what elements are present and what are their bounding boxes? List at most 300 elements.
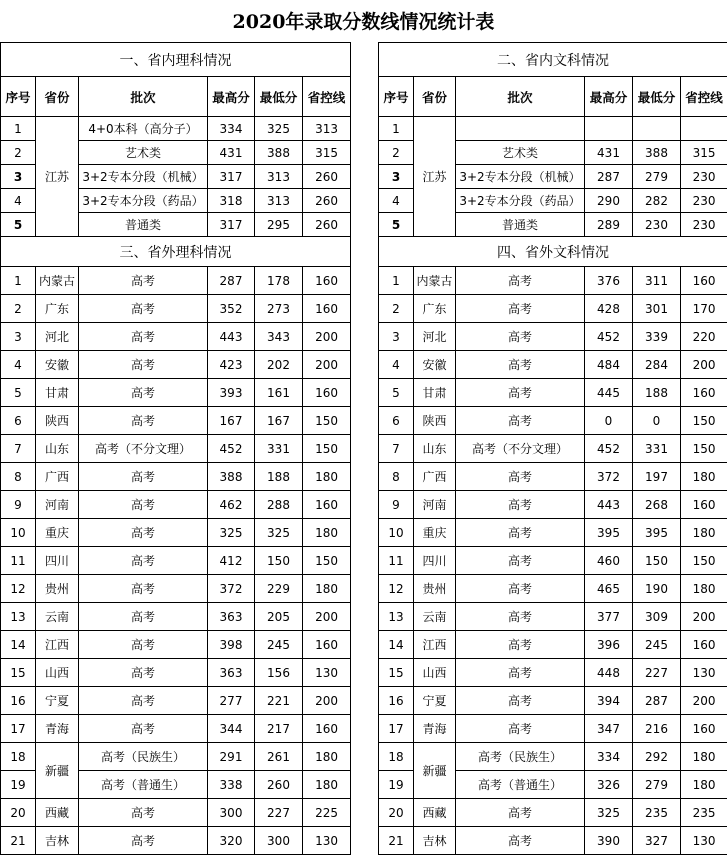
row-number: 6 [379, 407, 414, 435]
max-score-cell: 287 [585, 165, 633, 189]
control-line-cell: 200 [303, 603, 351, 631]
batch-cell: 高考 [79, 323, 208, 351]
control-line-cell: 225 [303, 799, 351, 827]
row-number: 1 [379, 117, 414, 141]
row-number: 11 [1, 547, 36, 575]
control-line-cell: 160 [681, 631, 727, 659]
batch-cell: 高考（普通生） [456, 771, 585, 799]
batch-cell: 高考 [79, 379, 208, 407]
batch-cell: 高考 [456, 323, 585, 351]
control-line-cell: 230 [681, 189, 727, 213]
table-row [1, 117, 351, 141]
control-line-cell: 160 [303, 295, 351, 323]
table-row [379, 407, 727, 435]
province-cell: 山西 [414, 659, 456, 687]
province-cell: 陕西 [36, 407, 79, 435]
min-score-cell: 178 [255, 267, 303, 295]
control-line-cell: 160 [303, 379, 351, 407]
min-score-cell: 235 [633, 799, 681, 827]
col-header-no: 序号 [379, 77, 414, 117]
min-score-cell: 261 [255, 743, 303, 771]
province-cell: 甘肃 [414, 379, 456, 407]
batch-cell: 高考 [79, 799, 208, 827]
control-line-cell: 260 [303, 213, 351, 237]
batch-cell: 高考 [456, 491, 585, 519]
table-row [1, 463, 351, 491]
table-row [1, 575, 351, 603]
row-number: 20 [379, 799, 414, 827]
row-number: 16 [379, 687, 414, 715]
min-score-cell: 313 [255, 189, 303, 213]
control-line-cell: 180 [681, 519, 727, 547]
max-score-cell: 320 [208, 827, 255, 855]
batch-cell: 高考（民族生） [456, 743, 585, 771]
province-cell: 河南 [414, 491, 456, 519]
min-score-cell: 279 [633, 165, 681, 189]
row-number: 17 [379, 715, 414, 743]
min-score-cell: 230 [633, 213, 681, 237]
batch-cell: 高考 [79, 659, 208, 687]
batch-cell: 高考 [456, 407, 585, 435]
province-cell: 广西 [36, 463, 79, 491]
control-line-cell: 260 [303, 189, 351, 213]
control-line-cell: 160 [681, 491, 727, 519]
row-number: 5 [1, 213, 36, 237]
row-number: 3 [379, 165, 414, 189]
batch-cell: 艺术类 [456, 141, 585, 165]
row-number: 9 [1, 491, 36, 519]
page-title: 2020年录取分数线情况统计表 [232, 11, 495, 33]
province-cell: 吉林 [414, 827, 456, 855]
min-score-cell: 216 [633, 715, 681, 743]
table-row [1, 743, 351, 771]
province-cell: 云南 [414, 603, 456, 631]
max-score-cell: 484 [585, 351, 633, 379]
max-score-cell: 338 [208, 771, 255, 799]
max-score-cell: 428 [585, 295, 633, 323]
row-number: 14 [379, 631, 414, 659]
batch-cell: 高考 [79, 491, 208, 519]
control-line-cell [681, 117, 727, 141]
max-score-cell: 291 [208, 743, 255, 771]
max-score-cell: 289 [585, 213, 633, 237]
control-line-cell: 180 [681, 575, 727, 603]
min-score-cell: 284 [633, 351, 681, 379]
max-score-cell: 443 [208, 323, 255, 351]
table-row [379, 267, 727, 295]
section-title: 二、省内文科情况 [379, 43, 727, 77]
table-row [1, 323, 351, 351]
batch-cell: 高考 [456, 351, 585, 379]
table-row [1, 799, 351, 827]
control-line-cell: 160 [303, 715, 351, 743]
control-line-cell: 180 [303, 463, 351, 491]
row-number: 19 [1, 771, 36, 799]
table-row [1, 267, 351, 295]
min-score-cell: 150 [255, 547, 303, 575]
max-score-cell: 372 [585, 463, 633, 491]
row-number: 5 [1, 379, 36, 407]
province-cell: 江苏 [36, 117, 79, 237]
control-line-cell: 150 [303, 435, 351, 463]
min-score-cell: 325 [255, 519, 303, 547]
province-cell: 河南 [36, 491, 79, 519]
max-score-cell [585, 117, 633, 141]
control-line-cell: 160 [681, 715, 727, 743]
min-score-cell: 273 [255, 295, 303, 323]
row-number: 3 [1, 165, 36, 189]
max-score-cell: 390 [585, 827, 633, 855]
row-number: 7 [1, 435, 36, 463]
batch-cell: 高考 [79, 407, 208, 435]
province-cell: 河北 [36, 323, 79, 351]
control-line-cell: 180 [303, 771, 351, 799]
row-number: 21 [379, 827, 414, 855]
max-score-cell: 412 [208, 547, 255, 575]
province-cell: 内蒙古 [414, 267, 456, 295]
row-number: 18 [379, 743, 414, 771]
control-line-cell: 220 [681, 323, 727, 351]
min-score-cell: 268 [633, 491, 681, 519]
table-row [379, 519, 727, 547]
max-score-cell: 460 [585, 547, 633, 575]
min-score-cell: 279 [633, 771, 681, 799]
row-number: 10 [379, 519, 414, 547]
max-score-cell: 452 [208, 435, 255, 463]
control-line-cell: 235 [681, 799, 727, 827]
row-number: 20 [1, 799, 36, 827]
max-score-cell: 287 [208, 267, 255, 295]
batch-cell: 普通类 [79, 213, 208, 237]
min-score-cell: 188 [255, 463, 303, 491]
col-header-min: 最低分 [633, 77, 681, 117]
section-title: 一、省内理科情况 [1, 43, 351, 77]
row-number: 1 [379, 267, 414, 295]
batch-cell: 高考 [456, 463, 585, 491]
table-row [1, 659, 351, 687]
row-number: 3 [379, 323, 414, 351]
province-cell: 甘肃 [36, 379, 79, 407]
row-number: 12 [379, 575, 414, 603]
table-row [379, 603, 727, 631]
col-header-province: 省份 [36, 77, 79, 117]
row-number: 8 [379, 463, 414, 491]
table-row [1, 827, 351, 855]
col-header-ctrl: 省控线 [681, 77, 727, 117]
table-row [1, 295, 351, 323]
control-line-cell: 160 [681, 267, 727, 295]
max-score-cell: 372 [208, 575, 255, 603]
batch-cell: 高考 [456, 519, 585, 547]
max-score-cell: 300 [208, 799, 255, 827]
control-line-cell: 180 [681, 463, 727, 491]
right-panel [378, 42, 727, 855]
batch-cell: 高考 [79, 351, 208, 379]
min-score-cell: 197 [633, 463, 681, 491]
province-cell: 广东 [414, 295, 456, 323]
max-score-cell: 326 [585, 771, 633, 799]
province-cell: 山西 [36, 659, 79, 687]
province-cell: 吉林 [36, 827, 79, 855]
min-score-cell: 388 [633, 141, 681, 165]
table-row [1, 687, 351, 715]
min-score-cell: 331 [255, 435, 303, 463]
control-line-cell: 180 [303, 575, 351, 603]
province-cell: 广东 [36, 295, 79, 323]
table-row [379, 799, 727, 827]
batch-cell: 高考 [456, 379, 585, 407]
table-row [1, 379, 351, 407]
batch-cell: 高考 [456, 575, 585, 603]
min-score-cell: 245 [255, 631, 303, 659]
control-line-cell: 315 [681, 141, 727, 165]
max-score-cell: 277 [208, 687, 255, 715]
table-row [379, 659, 727, 687]
province-cell: 重庆 [414, 519, 456, 547]
min-score-cell: 205 [255, 603, 303, 631]
max-score-cell: 431 [208, 141, 255, 165]
control-line-cell: 180 [681, 771, 727, 799]
province-cell: 安徽 [36, 351, 79, 379]
row-number: 4 [379, 189, 414, 213]
min-score-cell: 0 [633, 407, 681, 435]
row-number: 16 [1, 687, 36, 715]
province-cell: 山东 [36, 435, 79, 463]
control-line-cell: 200 [303, 687, 351, 715]
max-score-cell: 465 [585, 575, 633, 603]
max-score-cell: 167 [208, 407, 255, 435]
province-cell: 安徽 [414, 351, 456, 379]
control-line-cell: 200 [681, 603, 727, 631]
min-score-cell: 288 [255, 491, 303, 519]
row-number: 13 [379, 603, 414, 631]
col-header-ctrl: 省控线 [303, 77, 351, 117]
batch-cell: 高考 [79, 687, 208, 715]
batch-cell: 高考 [79, 547, 208, 575]
col-header-max: 最高分 [208, 77, 255, 117]
col-header-min: 最低分 [255, 77, 303, 117]
province-cell: 宁夏 [414, 687, 456, 715]
row-number: 2 [1, 141, 36, 165]
row-number: 17 [1, 715, 36, 743]
min-score-cell: 188 [633, 379, 681, 407]
max-score-cell: 452 [585, 435, 633, 463]
max-score-cell: 377 [585, 603, 633, 631]
row-number: 15 [379, 659, 414, 687]
batch-cell: 高考 [79, 603, 208, 631]
min-score-cell: 260 [255, 771, 303, 799]
min-score-cell: 395 [633, 519, 681, 547]
row-number: 1 [1, 117, 36, 141]
min-score-cell: 287 [633, 687, 681, 715]
min-score-cell: 167 [255, 407, 303, 435]
min-score-cell: 292 [633, 743, 681, 771]
batch-cell: 3+2专本分段（药品） [79, 189, 208, 213]
table-row [379, 435, 727, 463]
max-score-cell: 334 [208, 117, 255, 141]
table-row [1, 547, 351, 575]
table-row [379, 117, 727, 141]
max-score-cell: 334 [585, 743, 633, 771]
max-score-cell: 317 [208, 213, 255, 237]
min-score-cell: 325 [255, 117, 303, 141]
province-cell: 青海 [36, 715, 79, 743]
left-panel [0, 42, 351, 855]
min-score-cell: 309 [633, 603, 681, 631]
max-score-cell: 443 [585, 491, 633, 519]
batch-cell: 高考 [456, 631, 585, 659]
batch-cell: 普通类 [456, 213, 585, 237]
table-row [379, 715, 727, 743]
control-line-cell: 150 [303, 407, 351, 435]
province-cell: 宁夏 [36, 687, 79, 715]
min-score-cell: 295 [255, 213, 303, 237]
col-header-no: 序号 [1, 77, 36, 117]
control-line-cell: 200 [303, 323, 351, 351]
batch-cell: 高考（民族生） [79, 743, 208, 771]
row-number: 2 [379, 295, 414, 323]
min-score-cell: 161 [255, 379, 303, 407]
control-line-cell: 315 [303, 141, 351, 165]
control-line-cell: 150 [681, 435, 727, 463]
province-cell: 内蒙古 [36, 267, 79, 295]
province-cell: 新疆 [36, 743, 79, 799]
max-score-cell: 445 [585, 379, 633, 407]
max-score-cell: 317 [208, 165, 255, 189]
table-row [1, 407, 351, 435]
province-cell: 四川 [414, 547, 456, 575]
row-number: 2 [1, 295, 36, 323]
table-row [1, 351, 351, 379]
row-number: 6 [1, 407, 36, 435]
min-score-cell: 327 [633, 827, 681, 855]
min-score-cell: 300 [255, 827, 303, 855]
min-score-cell: 150 [633, 547, 681, 575]
batch-cell: 高考（普通生） [79, 771, 208, 799]
control-line-cell: 180 [303, 743, 351, 771]
min-score-cell: 245 [633, 631, 681, 659]
table-row [379, 743, 727, 771]
control-line-cell: 180 [681, 743, 727, 771]
province-cell: 西藏 [414, 799, 456, 827]
col-header-batch: 批次 [456, 77, 585, 117]
table-row [379, 575, 727, 603]
control-line-cell: 160 [681, 379, 727, 407]
min-score-cell: 301 [633, 295, 681, 323]
table-row [1, 519, 351, 547]
batch-cell: 高考 [79, 463, 208, 491]
max-score-cell: 423 [208, 351, 255, 379]
min-score-cell: 339 [633, 323, 681, 351]
table-row [1, 603, 351, 631]
min-score-cell: 217 [255, 715, 303, 743]
section-title: 三、省外理科情况 [1, 237, 351, 267]
control-line-cell: 200 [681, 351, 727, 379]
max-score-cell: 363 [208, 659, 255, 687]
row-number: 12 [1, 575, 36, 603]
row-number: 1 [1, 267, 36, 295]
province-cell: 江西 [414, 631, 456, 659]
province-cell: 贵州 [36, 575, 79, 603]
batch-cell: 3+2专本分段（机械） [456, 165, 585, 189]
table-row [1, 435, 351, 463]
max-score-cell: 290 [585, 189, 633, 213]
control-line-cell: 260 [303, 165, 351, 189]
control-line-cell: 200 [681, 687, 727, 715]
batch-cell [456, 117, 585, 141]
batch-cell: 高考 [456, 547, 585, 575]
control-line-cell: 160 [303, 491, 351, 519]
row-number: 7 [379, 435, 414, 463]
batch-cell: 高考（不分文理） [79, 435, 208, 463]
province-cell: 河北 [414, 323, 456, 351]
row-number: 4 [379, 351, 414, 379]
min-score-cell: 343 [255, 323, 303, 351]
row-number: 5 [379, 213, 414, 237]
batch-cell: 高考 [79, 715, 208, 743]
batch-cell: 3+2专本分段（机械） [79, 165, 208, 189]
control-line-cell: 130 [681, 827, 727, 855]
row-number: 8 [1, 463, 36, 491]
max-score-cell: 396 [585, 631, 633, 659]
province-cell: 陕西 [414, 407, 456, 435]
batch-cell: 3+2专本分段（药品） [456, 189, 585, 213]
province-cell: 青海 [414, 715, 456, 743]
min-score-cell: 202 [255, 351, 303, 379]
control-line-cell: 130 [681, 659, 727, 687]
batch-cell: 高考 [456, 687, 585, 715]
min-score-cell: 313 [255, 165, 303, 189]
batch-cell: 高考 [456, 715, 585, 743]
province-cell: 山东 [414, 435, 456, 463]
min-score-cell: 227 [255, 799, 303, 827]
table-row [379, 687, 727, 715]
table-row [379, 547, 727, 575]
province-cell: 重庆 [36, 519, 79, 547]
batch-cell: 高考（不分文理） [456, 435, 585, 463]
batch-cell: 高考 [79, 519, 208, 547]
province-cell: 江西 [36, 631, 79, 659]
province-cell: 广西 [414, 463, 456, 491]
batch-cell: 高考 [456, 659, 585, 687]
max-score-cell: 395 [585, 519, 633, 547]
province-cell: 西藏 [36, 799, 79, 827]
table-row [379, 323, 727, 351]
table-row [379, 295, 727, 323]
max-score-cell: 352 [208, 295, 255, 323]
table-row [1, 715, 351, 743]
row-number: 10 [1, 519, 36, 547]
row-number: 13 [1, 603, 36, 631]
table-row [379, 351, 727, 379]
row-number: 3 [1, 323, 36, 351]
max-score-cell: 393 [208, 379, 255, 407]
max-score-cell: 398 [208, 631, 255, 659]
row-number: 18 [1, 743, 36, 771]
table-row [1, 491, 351, 519]
batch-cell: 艺术类 [79, 141, 208, 165]
control-line-cell: 150 [681, 547, 727, 575]
table-row [379, 463, 727, 491]
col-header-batch: 批次 [79, 77, 208, 117]
max-score-cell: 462 [208, 491, 255, 519]
table-row [1, 631, 351, 659]
control-line-cell: 230 [681, 213, 727, 237]
control-line-cell: 160 [303, 631, 351, 659]
max-score-cell: 448 [585, 659, 633, 687]
min-score-cell: 156 [255, 659, 303, 687]
max-score-cell: 363 [208, 603, 255, 631]
